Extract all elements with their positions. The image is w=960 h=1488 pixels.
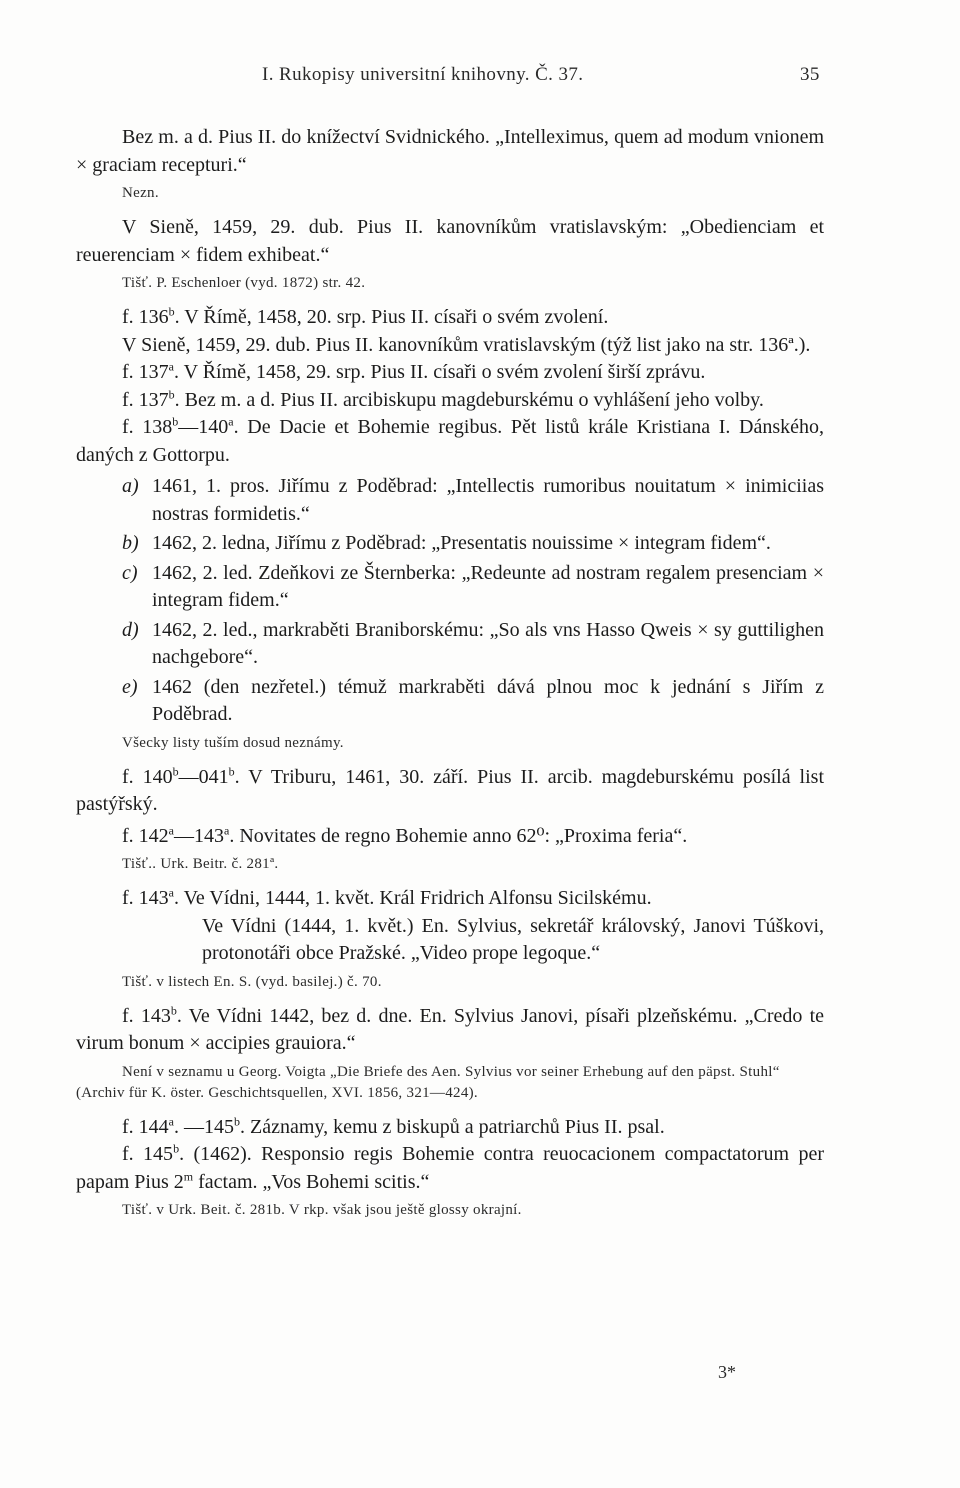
source-note: Není v seznamu u Georg. Voigta „Die Briefe des Aen. Sylvius vor seiner Erhebung auf den päpst. Stuhl“ (Archiv für K. öster. Geschichtsquellen, XVI. 1856, 321—424). — [76, 1063, 780, 1101]
entry-paragraph: f. 145$^b$. (1462). Responsio regis Bohemie contra reuocacionem compactatorum per papam Pius 2$^m$ factam. „Vos Bohemi scitis.“ — [76, 1141, 824, 1193]
signature-mark: 3* — [718, 1362, 736, 1382]
entry-paragraph: V Sieně, 1459, 29. dub. Pius II. kanovníkům vratislavským: „Obedienciam et reuerenciam × fidem exhibeat.“ — [76, 216, 824, 266]
source-note: Nezn. — [122, 185, 159, 201]
entry-paragraph: f. 138$^b$—140$^a$. De Dacie et Bohemie regibus. Pět listů krále Kristiana I. Dánského, daných z Gottorpu. — [76, 414, 824, 466]
running-header — [0, 64, 960, 94]
entry-paragraph: f. 142$^a$—143$^a$. Novitates de regno Bohemie anno 62⁰: „Proxima feria“. — [122, 822, 688, 847]
list-item: e) 1462 (den nezřetel.) témuž markraběti dává plnou moc k jednání s Jiřím z Poděbrad. — [122, 675, 824, 725]
running-title: I. Rukopisy universitní knihovny. Č. 37. — [262, 64, 584, 85]
page-number: 35 — [800, 64, 820, 85]
entry-paragraph: f. 140$^b$—041$^b$. V Triburu, 1461, 30. září. Pius II. arcib. magdeburskému posílá list pastýřský. — [76, 763, 824, 815]
list-item: b) 1462, 2. ledna, Jiřímu z Poděbrad: „Presentatis nouissime × integram fidem“. — [122, 532, 771, 554]
source-note: Všecky listy tuším dosud neznámy. — [122, 734, 344, 751]
page-body — [76, 124, 824, 1231]
entry-paragraph: f. 137$^a$. V Římě, 1458, 29. srp. Pius II. císaři o svém zvolení širší zprávu. — [122, 359, 706, 383]
source-note: Tišť.. Urk. Beitr. č. 281ª. — [122, 856, 279, 872]
entry-paragraph: f. 136$^b$. V Římě, 1458, 20. srp. Pius II. císaři o svém zvolení. — [122, 304, 609, 328]
source-note: Tišť. P. Eschenloer (vyd. 1872) str. 42. — [122, 275, 366, 291]
entry-paragraph: f. 137$^b$. Bez m. a d. Pius II. arcibiskupu magdeburskému o vyhlášení jeho volby. — [122, 386, 764, 411]
list-item: c) 1462, 2. led. Zdeňkovi ze Šternberka: „Redeunte ad nostram regalem presenciam × integram fidem.“ — [122, 561, 824, 611]
entry-paragraph: Bez m. a d. Pius II. do knížectví Svidnického. „Intelleximus, quem ad modum vnionem × graciam recepturi.“ — [76, 126, 824, 176]
list-item: a) 1461, 1. pros. Jiřímu z Poděbrad: „Intellectis rumoribus nouitatum × inimiciias nostras formidetis.“ — [122, 475, 824, 525]
entry-paragraph: Ve Vídni (1444, 1. květ.) En. Sylvius, sekretář královský, Janovi Túškovi, protonotáři obce Pražské. „Video prope legoque.“ — [202, 914, 824, 964]
entry-paragraph: f. 143$^b$. Ve Vídni 1442, bez d. dne. En. Sylvius Janovi, písaři plzeňskému. „Credo te virum bonum × accipies grauiora.“ — [76, 1002, 825, 1054]
source-note: Tišť. v Urk. Beit. č. 281b. V rkp. však jsou ještě glossy okrajní. — [122, 1202, 522, 1218]
source-note: Tišť. v listech En. S. (vyd. basilej.) č. 70. — [122, 973, 382, 990]
entry-paragraph: V Sieně, 1459, 29. dub. Pius II. kanovníkům vratislavským (týž list jako na str. 136ª.). — [122, 333, 811, 356]
entry-paragraph: f. 143$^a$. Ve Vídni, 1444, 1. květ. Král Fridrich Alfonsu Sicilskému. — [122, 885, 652, 909]
entry-paragraph: f. 144$^a$. —145$^b$. Záznamy, kemu z biskupů a patriarchů Pius II. psal. — [122, 1113, 665, 1138]
list-item: d) 1462, 2. led., markraběti Braniborskému: „So als vns Hasso Qweis × sy guttilighen nachgebore“. — [122, 618, 824, 668]
